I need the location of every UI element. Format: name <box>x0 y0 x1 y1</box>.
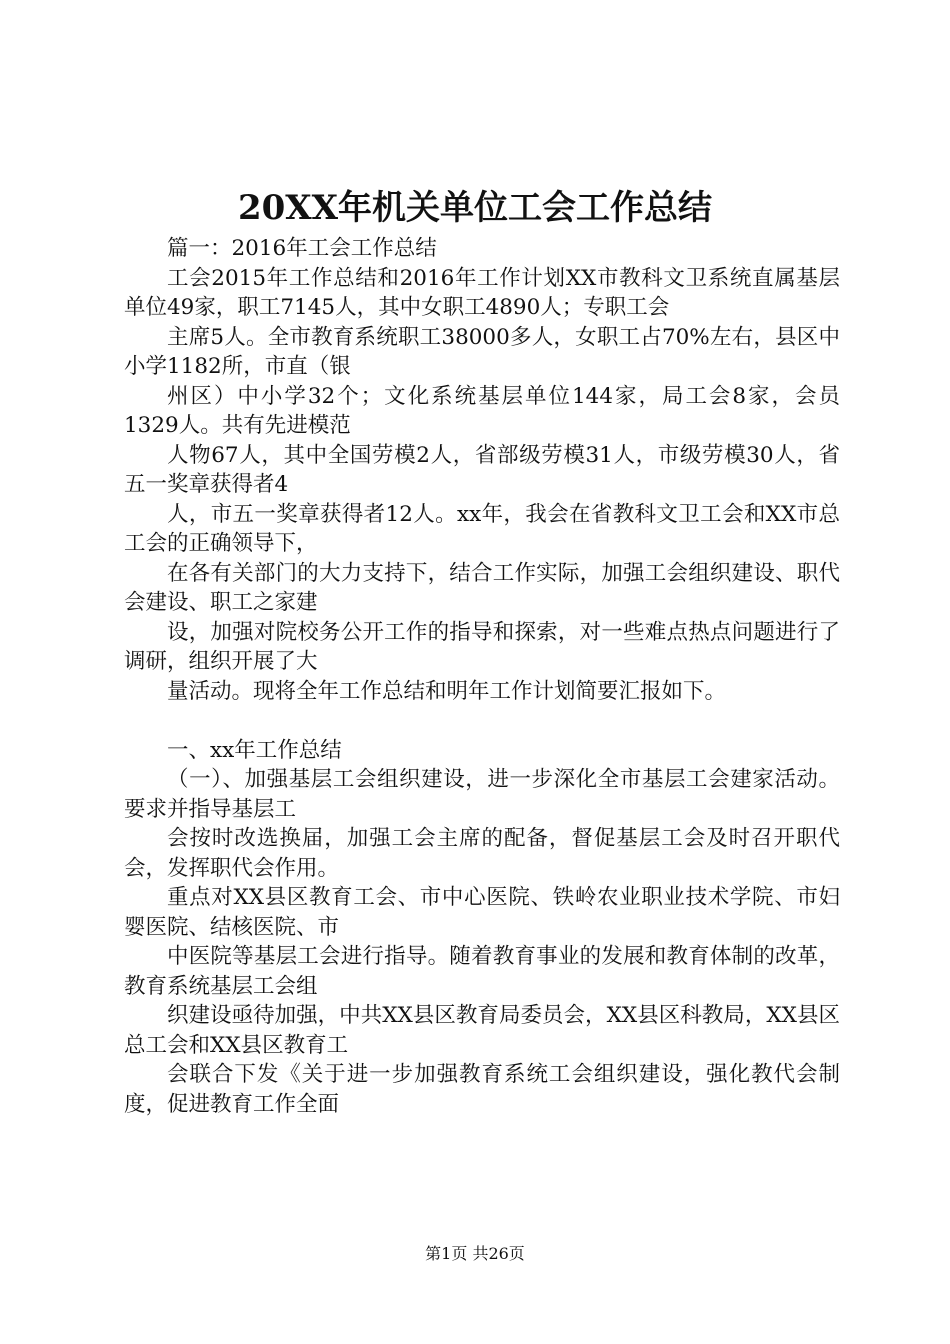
paragraph-heading: 一、xx年工作总结 <box>167 737 342 763</box>
paragraph: 会联合下发《关于进一步加强教育系统工会组织建设，强化教代会制度，促进教育工作全面 <box>124 1062 840 1117</box>
paragraph: 设，加强对院校务公开工作的指导和探索，对一些难点热点问题进行了调研，组织开展了大 <box>124 619 840 674</box>
paragraph: 会按时改选换届，加强工会主席的配备，督促基层工会及时召开职代会，发挥职代会作用。 <box>124 826 840 881</box>
paragraph: 人，市五一奖章获得者12人。xx年，我会在省教科文卫工会和XX市总工会的正确领导下， <box>124 501 840 556</box>
paragraph: 州区）中小学32个；文化系统基层单位144家，局工会8家，会员1329人。共有先进模范 <box>124 383 840 438</box>
paragraph: 人物67人，其中全国劳模2人，省部级劳模31人，市级劳模30人，省五一奖章获得者4 <box>124 442 840 497</box>
paragraph-section-heading: 篇一：2016年工会工作总结 <box>167 236 437 261</box>
paragraph: 重点对XX县区教育工会、市中心医院、铁岭农业职业技术学院、市妇婴医院、结核医院、市 <box>124 885 840 940</box>
paragraph: 在各有关部门的大力支持下，结合工作实际，加强工会组织建设、职代会建设、职工之家建 <box>124 560 840 615</box>
document-body <box>124 234 840 1119</box>
paragraph: 织建设亟待加强，中共XX县区教育局委员会，XX县区科教局，XX县区总工会和XX县区教育工 <box>124 1003 840 1058</box>
paragraph: 量活动。现将全年工作总结和明年工作计划简要汇报如下。 <box>167 678 727 704</box>
page-footer: 第1页 共26页 <box>425 1244 525 1263</box>
paragraph: 主席5人。全市教育系统职工38000多人，女职工占70%左右，县区中小学1182所，市直（银 <box>124 324 840 379</box>
paragraph: 工会2015年工作总结和2016年工作计划XX市教科文卫系统直属基层单位49家，职工7145人，其中女职工4890人；专职工会 <box>124 265 840 320</box>
paragraph-gap <box>124 706 840 736</box>
paragraph: （一）、加强基层工会组织建设，进一步深化全市基层工会建家活动。要求并指导基层工 <box>124 767 840 822</box>
document-title: 20XX年机关单位工会工作总结 <box>237 188 713 228</box>
paragraph: 中医院等基层工会进行指导。随着教育事业的发展和教育体制的改革，教育系统基层工会组 <box>124 944 840 999</box>
